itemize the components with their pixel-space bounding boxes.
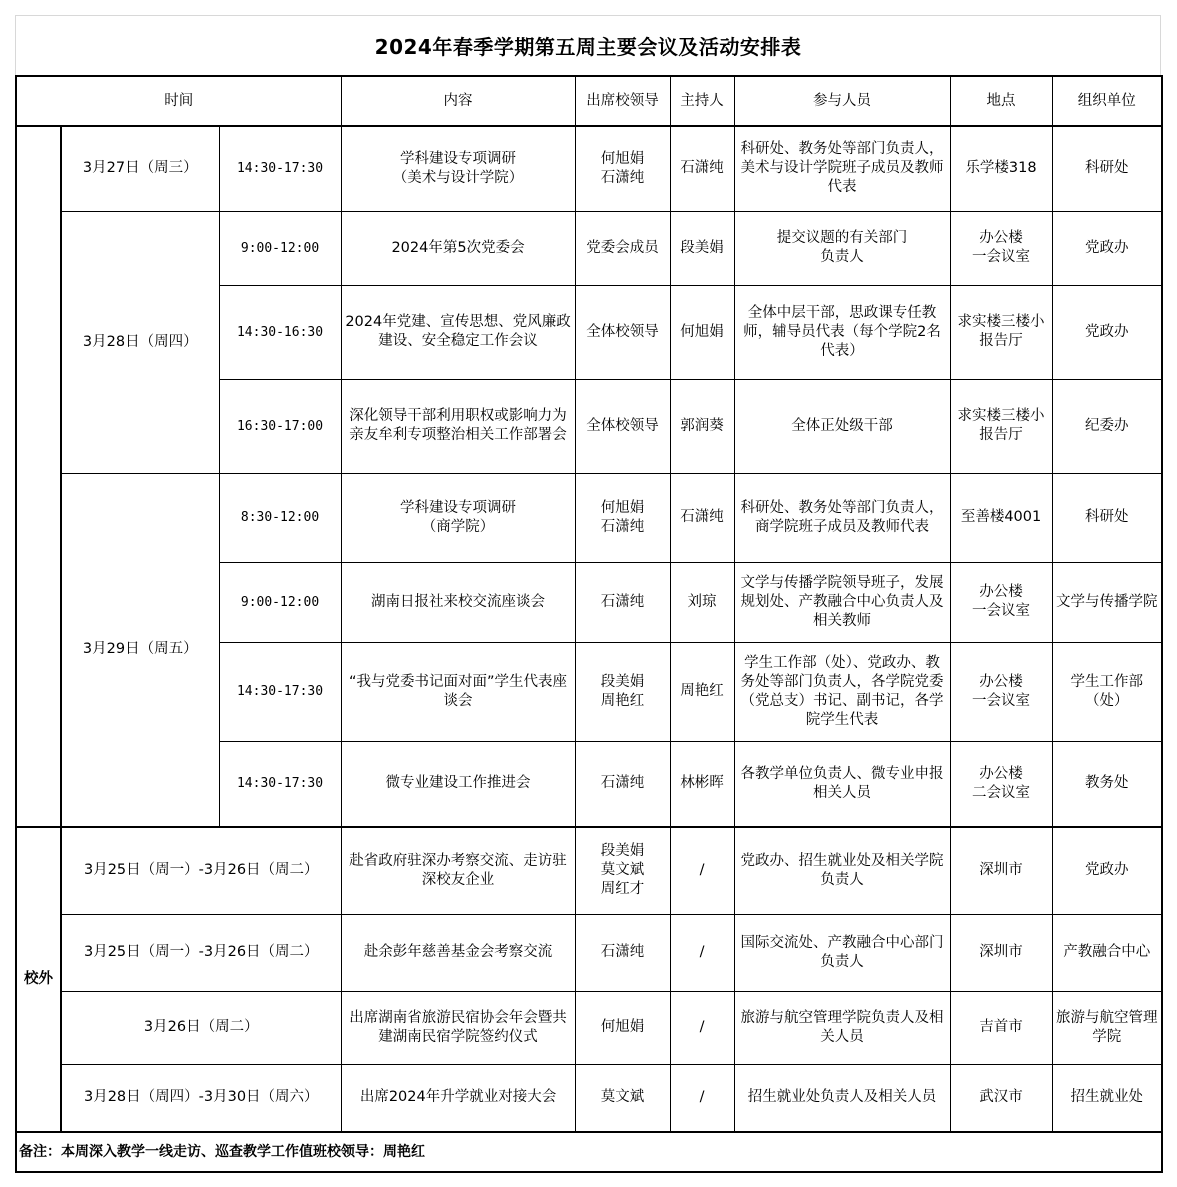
leader-cell: 莫文斌 [575,1064,670,1132]
participants-cell: 国际交流处、产教融合中心部门负责人 [734,914,950,991]
content-cell: 微专业建设工作推进会 [341,741,575,827]
location-cell: 办公楼 一会议室 [950,211,1052,285]
participants-cell: 旅游与航空管理学院负责人及相关人员 [734,991,950,1064]
header-content: 内容 [341,76,575,126]
content-cell: 湖南日报社来校交流座谈会 [341,562,575,642]
note-row [16,1132,1162,1172]
date-cell: 3月29日（周五） [61,473,219,827]
host-cell: 周艳红 [670,642,734,741]
date-cell: 3月28日（周四） [61,211,219,473]
date-cell: 3月26日（周二） [61,991,341,1064]
leader-cell: 全体校领导 [575,285,670,379]
note-text: 备注：本周深入教学一线走访、巡查教学工作值班校领导：周艳红 [16,1132,1162,1172]
time-cell: 8:30-12:00 [219,473,341,562]
table-row [16,827,1162,914]
organizer-cell: 文学与传播学院 [1052,562,1162,642]
host-cell: 何旭娟 [670,285,734,379]
time-cell: 14:30-17:30 [219,741,341,827]
organizer-cell: 科研处 [1052,126,1162,211]
organizer-cell: 招生就业处 [1052,1064,1162,1132]
header-row [16,76,1162,126]
table-row [16,473,1162,562]
leader-cell: 段美娟 莫文斌 周红才 [575,827,670,914]
time-cell: 9:00-12:00 [219,211,341,285]
organizer-cell: 纪委办 [1052,379,1162,473]
location-cell: 吉首市 [950,991,1052,1064]
organizer-cell: 党政办 [1052,211,1162,285]
participants-cell: 提交议题的有关部门 负责人 [734,211,950,285]
location-cell: 办公楼 一会议室 [950,562,1052,642]
participants-cell: 文学与传播学院领导班子，发展规划处、产教融合中心负责人及相关教师 [734,562,950,642]
content-cell: 深化领导干部利用职权或影响力为亲友牟利专项整治相关工作部署会 [341,379,575,473]
content-cell: 赴省政府驻深办考察交流、走访驻深校友企业 [341,827,575,914]
participants-cell: 科研处、教务处等部门负责人，美术与设计学院班子成员及教师代表 [734,126,950,211]
leader-cell: 全体校领导 [575,379,670,473]
leader-cell: 石潇纯 [575,914,670,991]
table-row [16,126,1162,211]
table-row [16,914,1162,991]
out-school-label: 校外 [16,827,61,1132]
host-cell: 郭润葵 [670,379,734,473]
host-cell: / [670,914,734,991]
header-participants: 参与人员 [734,76,950,126]
time-cell: 14:30-17:30 [219,126,341,211]
time-cell: 14:30-17:30 [219,642,341,741]
content-cell: 赴余彭年慈善基金会考察交流 [341,914,575,991]
content-cell: 2024年第5次党委会 [341,211,575,285]
participants-cell: 党政办、招生就业处及相关学院负责人 [734,827,950,914]
organizer-cell: 党政办 [1052,285,1162,379]
content-cell: 出席2024年升学就业对接大会 [341,1064,575,1132]
participants-cell: 各教学单位负责人、微专业申报相关人员 [734,741,950,827]
location-cell: 办公楼 二会议室 [950,741,1052,827]
organizer-cell: 学生工作部（处） [1052,642,1162,741]
header-leader: 出席校领导 [575,76,670,126]
leader-cell: 何旭娟 石潇纯 [575,126,670,211]
table-row [16,211,1162,285]
host-cell: 林彬晖 [670,741,734,827]
host-cell: 刘琼 [670,562,734,642]
date-cell: 3月27日（周三） [61,126,219,211]
participants-cell: 学生工作部（处）、党政办、教务处等部门负责人，各学院党委（党总支）书记、副书记，各学院学生代表 [734,642,950,741]
schedule-table [15,75,1163,1173]
content-cell: 学科建设专项调研 （商学院） [341,473,575,562]
location-cell: 办公楼 一会议室 [950,642,1052,741]
host-cell: 石潇纯 [670,473,734,562]
location-cell: 求实楼三楼小报告厅 [950,285,1052,379]
header-time: 时间 [16,76,341,126]
header-host: 主持人 [670,76,734,126]
content-cell: “我与党委书记面对面”学生代表座谈会 [341,642,575,741]
time-cell: 9:00-12:00 [219,562,341,642]
participants-cell: 招生就业处负责人及相关人员 [734,1064,950,1132]
leader-cell: 石潇纯 [575,741,670,827]
location-cell: 至善楼4001 [950,473,1052,562]
participants-cell: 科研处、教务处等部门负责人，商学院班子成员及教师代表 [734,473,950,562]
host-cell: / [670,827,734,914]
date-cell: 3月25日（周一）-3月26日（周二） [61,827,341,914]
content-cell: 出席湖南省旅游民宿协会年会暨共建湖南民宿学院签约仪式 [341,991,575,1064]
host-cell: 段美娟 [670,211,734,285]
in-school-side-cell [16,126,61,827]
time-cell: 14:30-16:30 [219,285,341,379]
content-cell: 学科建设专项调研 （美术与设计学院） [341,126,575,211]
organizer-cell: 产教融合中心 [1052,914,1162,991]
date-cell: 3月25日（周一）-3月26日（周二） [61,914,341,991]
organizer-cell: 党政办 [1052,827,1162,914]
organizer-cell: 教务处 [1052,741,1162,827]
table-row [16,991,1162,1064]
organizer-cell: 科研处 [1052,473,1162,562]
page-title: 2024年春季学期第五周主要会议及活动安排表 [15,15,1161,75]
content-cell: 2024年党建、宣传思想、党风廉政建设、安全稳定工作会议 [341,285,575,379]
leader-cell: 石潇纯 [575,562,670,642]
host-cell: 石潇纯 [670,126,734,211]
header-location: 地点 [950,76,1052,126]
host-cell: / [670,991,734,1064]
leader-cell: 段美娟 周艳红 [575,642,670,741]
participants-cell: 全体中层干部，思政课专任教师，辅导员代表（每个学院2名代表） [734,285,950,379]
location-cell: 乐学楼318 [950,126,1052,211]
leader-cell: 何旭娟 [575,991,670,1064]
participants-cell: 全体正处级干部 [734,379,950,473]
leader-cell: 党委会成员 [575,211,670,285]
table-row [16,1064,1162,1132]
date-cell: 3月28日（周四）-3月30日（周六） [61,1064,341,1132]
time-cell: 16:30-17:00 [219,379,341,473]
leader-cell: 何旭娟 石潇纯 [575,473,670,562]
location-cell: 求实楼三楼小报告厅 [950,379,1052,473]
location-cell: 武汉市 [950,1064,1052,1132]
header-organizer: 组织单位 [1052,76,1162,126]
location-cell: 深圳市 [950,827,1052,914]
location-cell: 深圳市 [950,914,1052,991]
organizer-cell: 旅游与航空管理学院 [1052,991,1162,1064]
host-cell: / [670,1064,734,1132]
schedule-sheet [15,15,1161,1171]
